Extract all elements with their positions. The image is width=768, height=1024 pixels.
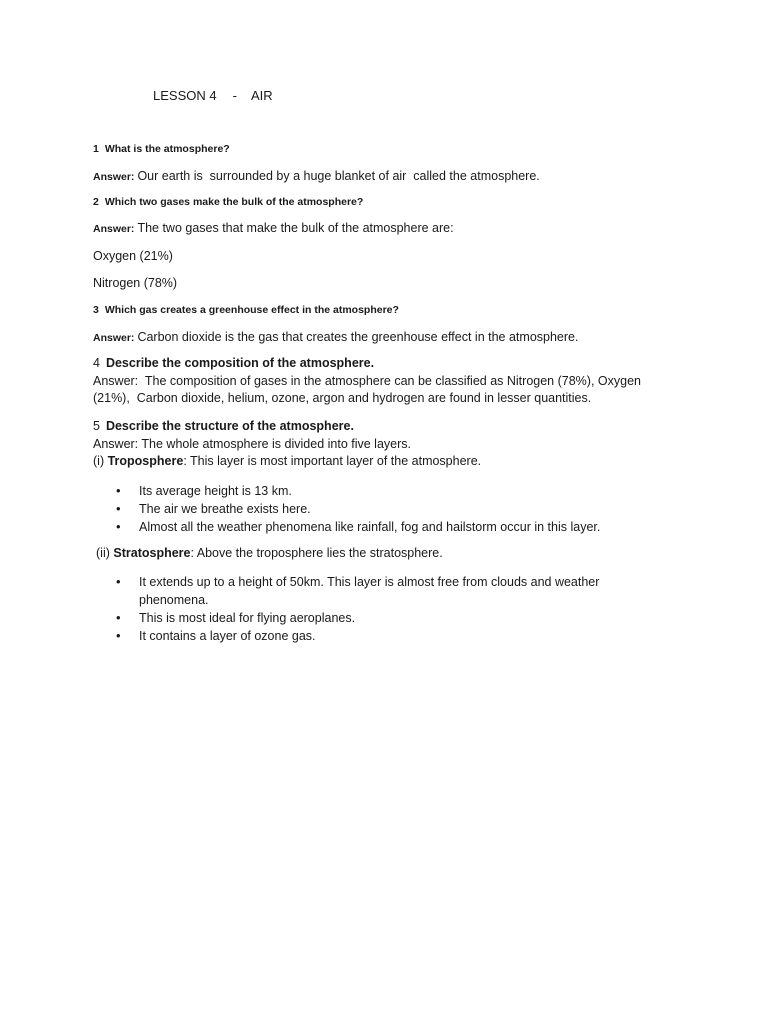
answer-text: Carbon dioxide is the gas that creates the greenhouse effect in the atmosphere. xyxy=(137,330,579,344)
answer-5: Answer: The whole atmosphere is divided into five layers. xyxy=(93,437,411,451)
layer-name: Stratosphere xyxy=(113,546,191,560)
answer-1 xyxy=(93,169,540,183)
list-item: • It contains a layer of ozone gas. xyxy=(116,627,636,645)
troposphere-points xyxy=(116,482,676,536)
layer-description: : Above the troposphere lies the stratosphere. xyxy=(190,546,443,560)
list-item: • This is most ideal for flying aeroplanes. xyxy=(116,609,636,627)
list-item: • The air we breathe exists here. xyxy=(116,500,676,518)
question-2 xyxy=(93,196,363,208)
answer-4-line-2: (21%), Carbon dioxide, helium, ozone, argon and hydrogen are found in lesser quantities. xyxy=(93,391,592,405)
list-item: • Its average height is 13 km. xyxy=(116,482,676,500)
question-number: 5 xyxy=(93,419,100,433)
list-item: • Almost all the weather phenomena like rainfall, fog and hailstorm occur in this layer. xyxy=(116,518,676,536)
list-item: • It extends up to a height of 50km. This layer is almost free from clouds and weather phenomena. xyxy=(116,573,636,609)
title-separator: - xyxy=(232,88,237,103)
layer-prefix: (ii) xyxy=(96,546,110,560)
layer-name: Troposphere xyxy=(107,454,184,468)
question-number: 1 xyxy=(93,143,99,155)
answer-label: Answer: xyxy=(93,171,135,183)
question-text: Describe the structure of the atmosphere. xyxy=(105,419,354,433)
gas-oxygen: Oxygen (21%) xyxy=(93,249,173,263)
answer-text: Our earth is surrounded by a huge blanket of air called the atmosphere. xyxy=(137,169,540,183)
answer-label: Answer: xyxy=(93,223,135,235)
question-1 xyxy=(93,143,230,155)
question-number: 2 xyxy=(93,196,99,208)
lesson-number: LESSON 4 xyxy=(153,88,217,103)
layer-troposphere-heading xyxy=(93,454,481,468)
layer-description: : This layer is most important layer of the atmosphere. xyxy=(183,454,482,468)
question-text: Which gas creates a greenhouse effect in the atmosphere? xyxy=(104,304,399,316)
question-4 xyxy=(93,356,374,370)
answer-text: The two gases that make the bulk of the atmosphere are: xyxy=(137,221,454,235)
answer-2 xyxy=(93,221,454,235)
stratosphere-points xyxy=(116,573,636,645)
answer-3 xyxy=(93,330,578,344)
question-text: What is the atmosphere? xyxy=(104,143,230,155)
layer-prefix: (i) xyxy=(93,454,105,468)
answer-label: Answer: xyxy=(93,332,135,344)
question-text: Describe the composition of the atmosphere. xyxy=(105,356,375,370)
question-number: 3 xyxy=(93,304,99,316)
question-3 xyxy=(93,304,399,316)
lesson-topic: AIR xyxy=(250,88,273,103)
lesson-title xyxy=(153,88,273,103)
question-5 xyxy=(93,419,354,433)
answer-4-line-1: Answer: The composition of gases in the atmosphere can be classified as Nitrogen (78%), Oxygen xyxy=(93,374,641,388)
question-text: Which two gases make the bulk of the atmosphere? xyxy=(104,196,364,208)
question-number: 4 xyxy=(93,356,100,370)
layer-stratosphere-heading xyxy=(96,546,443,560)
gas-nitrogen: Nitrogen (78%) xyxy=(93,276,178,290)
